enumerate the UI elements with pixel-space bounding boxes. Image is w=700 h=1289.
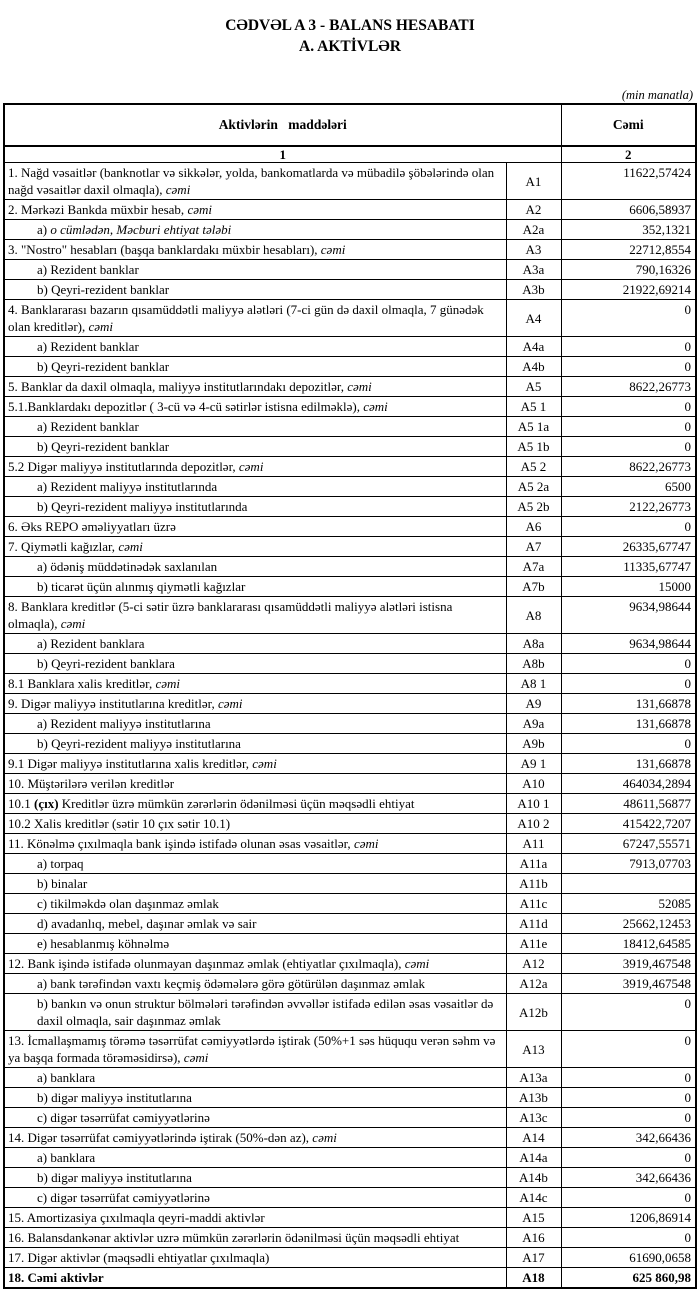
table-row: [4, 1248, 696, 1268]
item-code: A6: [506, 517, 561, 537]
label-segment: 3. "Nostro" hesabları (başqa banklardakı müxbir hesabları),: [8, 242, 321, 257]
item-label: [4, 163, 506, 200]
item-value: 2122,26773: [561, 497, 696, 517]
item-code: A4b: [506, 357, 561, 377]
item-code: A5 1a: [506, 417, 561, 437]
item-label: [4, 1148, 506, 1168]
item-code: A5 2: [506, 457, 561, 477]
label-segment: c) digər təsərrüfat cəmiyyətlərinə: [37, 1110, 210, 1125]
item-value: 8622,26773: [561, 377, 696, 397]
table-row: [4, 914, 696, 934]
item-code: A12b: [506, 994, 561, 1031]
table-row: [4, 834, 696, 854]
item-label: [4, 674, 506, 694]
item-value: 0: [561, 1108, 696, 1128]
label-segment: a) ödəniş müddətinədək saxlanılan: [37, 559, 218, 574]
table-row: [4, 1068, 696, 1088]
item-label: [4, 1268, 506, 1289]
item-value: 0: [561, 517, 696, 537]
item-code: A10 1: [506, 794, 561, 814]
table-row: [4, 634, 696, 654]
item-value: [561, 874, 696, 894]
item-code: A5 1b: [506, 437, 561, 457]
item-value: 0: [561, 1088, 696, 1108]
item-label: [4, 634, 506, 654]
label-segment: 10.2 Xalis kreditlər (sətir 10 çıx sətir 10.1): [8, 816, 231, 831]
item-value: 0: [561, 1188, 696, 1208]
item-code: A14: [506, 1128, 561, 1148]
table-row: [4, 1168, 696, 1188]
table-body: [4, 163, 696, 1289]
table-row: [4, 557, 696, 577]
label-segment: (çıx): [34, 796, 59, 811]
item-label: [4, 397, 506, 417]
label-segment: 12. Bank işində istifadə olunmayan daşınmaz əmlak (ehtiyatlar çıxılmaqla),: [8, 956, 405, 971]
item-code: A14a: [506, 1148, 561, 1168]
item-value: 0: [561, 1228, 696, 1248]
label-segment: cəmi: [217, 696, 243, 711]
label-segment: b) digər maliyyə institutlarına: [37, 1090, 192, 1105]
item-value: 0: [561, 1148, 696, 1168]
item-value: 790,16326: [561, 260, 696, 280]
table-row: [4, 1031, 696, 1068]
label-segment: a) Rezident banklar: [37, 339, 139, 354]
label-segment: a) Rezident banklar: [37, 262, 139, 277]
item-label: [4, 1068, 506, 1088]
item-value: 52085: [561, 894, 696, 914]
item-label: [4, 1208, 506, 1228]
label-segment: 18. Cəmi aktivlər: [8, 1270, 104, 1285]
item-label: [4, 1228, 506, 1248]
item-value: 0: [561, 357, 696, 377]
item-value: 11622,57424: [561, 163, 696, 200]
item-label: [4, 437, 506, 457]
item-label: [4, 1128, 506, 1148]
item-label: [4, 377, 506, 397]
item-code: A10: [506, 774, 561, 794]
label-segment: a): [37, 222, 51, 237]
item-code: A18: [506, 1268, 561, 1289]
item-code: A11e: [506, 934, 561, 954]
label-segment: b) Qeyri-rezident banklar: [37, 359, 170, 374]
item-label: [4, 814, 506, 834]
item-code: A2: [506, 200, 561, 220]
item-code: A11c: [506, 894, 561, 914]
item-code: A5 2a: [506, 477, 561, 497]
label-segment: 8.1 Banklara xalis kreditlər,: [8, 676, 156, 691]
label-segment: 16. Balansdankənar aktivlər uzrə mümkün zərərlərin ödənilməsi üçün məqsədli ehtiyat: [8, 1230, 460, 1245]
table-row: [4, 577, 696, 597]
item-value: 6606,58937: [561, 200, 696, 220]
table-row: [4, 894, 696, 914]
item-label: [4, 714, 506, 734]
item-label: [4, 497, 506, 517]
label-segment: cəmi: [252, 756, 277, 771]
item-label: [4, 1248, 506, 1268]
label-segment: c) tikilməkdə olan daşınmaz əmlak: [37, 896, 219, 911]
table-row: [4, 200, 696, 220]
label-segment: a) banklara: [37, 1150, 96, 1165]
header-total-label: Cəmi: [561, 104, 696, 146]
item-label: [4, 537, 506, 557]
item-code: A5 1: [506, 397, 561, 417]
table-row: [4, 954, 696, 974]
label-segment: cəmi: [363, 399, 388, 414]
item-value: 0: [561, 397, 696, 417]
item-value: 0: [561, 654, 696, 674]
item-value: 342,66436: [561, 1168, 696, 1188]
item-label: [4, 240, 506, 260]
table-row: [4, 163, 696, 200]
item-label: [4, 734, 506, 754]
label-segment: a) torpaq: [37, 856, 84, 871]
label-segment: c) digər təsərrüfat cəmiyyətlərinə: [37, 1190, 210, 1205]
table-row: [4, 1208, 696, 1228]
item-value: 0: [561, 1068, 696, 1088]
item-value: 131,66878: [561, 714, 696, 734]
table-row: [4, 437, 696, 457]
item-value: 464034,2894: [561, 774, 696, 794]
table-row: [4, 1108, 696, 1128]
item-code: A11a: [506, 854, 561, 874]
label-segment: e) hesablanmış köhnəlmə: [37, 936, 170, 951]
item-label: [4, 874, 506, 894]
label-segment: cəmi: [187, 202, 212, 217]
table-row: [4, 397, 696, 417]
item-label: [4, 1188, 506, 1208]
table-row: [4, 794, 696, 814]
item-value: 131,66878: [561, 694, 696, 714]
label-segment: 9. Digər maliyyə institutlarına kreditlər,: [8, 696, 218, 711]
item-value: 9634,98644: [561, 634, 696, 654]
item-label: [4, 597, 506, 634]
label-segment: 14. Digər təsərrüfat cəmiyyətlərində iştirak (50%-dən az),: [8, 1130, 313, 1145]
item-value: 11335,67747: [561, 557, 696, 577]
label-segment: 6. Əks REPO əməliyyatları üzrə: [8, 519, 176, 534]
item-code: A15: [506, 1208, 561, 1228]
label-segment: cəmi: [155, 676, 181, 691]
item-value: 0: [561, 417, 696, 437]
item-label: [4, 654, 506, 674]
label-segment: cəmi: [347, 379, 372, 394]
item-value: 18412,64585: [561, 934, 696, 954]
item-code: A10 2: [506, 814, 561, 834]
label-segment: a) bank tərəfindən vaxtı keçmiş ödəmələrə görə götürülən daşınmaz əmlak: [37, 976, 426, 991]
item-value: 625 860,98: [561, 1268, 696, 1289]
item-value: 0: [561, 734, 696, 754]
label-segment: cəmi: [353, 836, 379, 851]
item-label: [4, 337, 506, 357]
label-segment: b) Qeyri-rezident banklar: [37, 439, 170, 454]
item-code: A9: [506, 694, 561, 714]
item-value: 3919,467548: [561, 954, 696, 974]
item-label: [4, 280, 506, 300]
table-row: [4, 1088, 696, 1108]
item-value: 415422,7207: [561, 814, 696, 834]
table-row: [4, 517, 696, 537]
label-segment: 1. Nağd vəsaitlər (banknotlar və sikkələr, yolda, bankomatlarda və mübadilə şöbələrində olan nağd vəsaitlər daxil olmaqla),: [8, 165, 495, 197]
table-row: [4, 874, 696, 894]
label-segment: cəmi: [320, 242, 346, 257]
item-label: [4, 220, 506, 240]
label-segment: 17. Digər aktivlər (məqsədli ehtiyatlar çıxılmaqla): [8, 1250, 270, 1265]
page-title: [0, 0, 700, 57]
item-code: A8: [506, 597, 561, 634]
item-value: 1206,86914: [561, 1208, 696, 1228]
item-code: A3: [506, 240, 561, 260]
item-label: [4, 577, 506, 597]
table-row: [4, 934, 696, 954]
table-row: [4, 1228, 696, 1248]
label-segment: b) Qeyri-rezident banklar: [37, 282, 170, 297]
item-value: 0: [561, 337, 696, 357]
table-row: [4, 854, 696, 874]
label-segment: 11. Könəlmə çıxılmaqla bank işində istifadə olunan əsas vəsaitlər,: [8, 836, 354, 851]
item-label: [4, 1088, 506, 1108]
item-label: [4, 457, 506, 477]
item-code: A11b: [506, 874, 561, 894]
item-label: [4, 417, 506, 437]
table-row: [4, 654, 696, 674]
label-segment: 5.1.Banklardakı depozitlər ( 3-cü və 4-cü sətirlər istisna edilməklə),: [8, 399, 364, 414]
table-row: [4, 754, 696, 774]
item-code: A8a: [506, 634, 561, 654]
label-segment: o cümlədən, Məcburi ehtiyat tələbi: [50, 222, 232, 237]
item-code: A13b: [506, 1088, 561, 1108]
item-label: [4, 754, 506, 774]
table-row: [4, 357, 696, 377]
item-code: A16: [506, 1228, 561, 1248]
label-segment: 5. Banklar da daxil olmaqla, maliyyə institutlarındakı depozitlər,: [8, 379, 348, 394]
item-code: A9b: [506, 734, 561, 754]
table-row: [4, 417, 696, 437]
label-segment: b) binalar: [37, 876, 88, 891]
header-total-col-num: 2: [561, 146, 696, 163]
label-segment: cəmi: [165, 182, 191, 197]
label-segment: 2. Mərkəzi Bankda müxbir hesab,: [8, 202, 188, 217]
table-row: [4, 994, 696, 1031]
item-label: [4, 694, 506, 714]
table-row: [4, 734, 696, 754]
item-code: A5 2b: [506, 497, 561, 517]
item-value: 0: [561, 994, 696, 1031]
item-code: A17: [506, 1248, 561, 1268]
table-header: [4, 104, 696, 163]
item-value: 0: [561, 674, 696, 694]
label-segment: cəmi: [238, 459, 264, 474]
table-row: [4, 774, 696, 794]
label-segment: b) bankın və onun struktur bölmələri tərəfindən əvvəllər istifadə edilən əsas vəsaitlər də daxil olmaqla, sair daşınmaz əmlak: [37, 996, 494, 1028]
label-segment: d) avadanlıq, mebel, daşınar əmlak və sair: [37, 916, 257, 931]
item-code: A3a: [506, 260, 561, 280]
table-row: [4, 497, 696, 517]
label-segment: 13. İcmallaşmamış törəmə təsərrüfat cəmiyyətlərdə iştirak (50%+1 səs hüququ verən səhm və ya başqa formada törəməsidirsə),: [8, 1033, 496, 1065]
table-row: [4, 1128, 696, 1148]
table-row: [4, 457, 696, 477]
item-code: A12a: [506, 974, 561, 994]
table-row: [4, 377, 696, 397]
item-code: A7b: [506, 577, 561, 597]
item-value: 26335,67747: [561, 537, 696, 557]
balance-table: [3, 103, 697, 1289]
item-value: 7913,07703: [561, 854, 696, 874]
label-segment: b) Qeyri-rezident maliyyə institutlarına: [37, 736, 241, 751]
item-value: 342,66436: [561, 1128, 696, 1148]
item-code: A13: [506, 1031, 561, 1068]
item-code: A13a: [506, 1068, 561, 1088]
label-segment: cəmi: [404, 956, 430, 971]
item-value: 21922,69214: [561, 280, 696, 300]
item-value: 3919,467548: [561, 974, 696, 994]
item-label: [4, 1168, 506, 1188]
label-segment: b) Qeyri-rezident banklara: [37, 656, 175, 671]
item-label: [4, 260, 506, 280]
item-code: A14b: [506, 1168, 561, 1188]
label-segment: 5.2 Digər maliyyə institutlarında depozitlər,: [8, 459, 239, 474]
item-label: [4, 300, 506, 337]
label-segment: b) ticarət üçün alınmış qiymətli kağızlar: [37, 579, 246, 594]
item-label: [4, 557, 506, 577]
item-label: [4, 200, 506, 220]
item-value: 22712,8554: [561, 240, 696, 260]
item-code: A5: [506, 377, 561, 397]
label-segment: 10. Müştərilərə verilən kreditlər: [8, 776, 175, 791]
label-segment: cəmi: [60, 616, 86, 631]
item-value: 61690,0658: [561, 1248, 696, 1268]
table-row: [4, 300, 696, 337]
item-label: [4, 994, 506, 1031]
label-segment: 4. Banklararası bazarın qısamüddətli maliyyə alətləri (7-ci gün də daxil olmaqla, 7 günədək olan kreditlər),: [8, 302, 484, 334]
item-value: 67247,55571: [561, 834, 696, 854]
item-value: 8622,26773: [561, 457, 696, 477]
item-label: [4, 834, 506, 854]
item-code: A4: [506, 300, 561, 337]
item-label: [4, 1108, 506, 1128]
item-code: A9a: [506, 714, 561, 734]
table-row: [4, 1148, 696, 1168]
item-value: 48611,56877: [561, 794, 696, 814]
item-code: A13c: [506, 1108, 561, 1128]
table-row: [4, 477, 696, 497]
label-segment: b) digər maliyyə institutlarına: [37, 1170, 192, 1185]
page-title-line2: A. AKTİVLƏR: [299, 38, 401, 55]
table-row: [4, 814, 696, 834]
label-segment: 15. Amortizasiya çıxılmaqla qeyri-maddi aktivlər: [8, 1210, 265, 1225]
label-segment: cəmi: [118, 539, 143, 554]
label-segment: a) Rezident banklara: [37, 636, 145, 651]
item-code: A14c: [506, 1188, 561, 1208]
header-items-col-num: 1: [4, 146, 561, 163]
table-row: [4, 220, 696, 240]
item-code: A8b: [506, 654, 561, 674]
item-value: 0: [561, 300, 696, 337]
item-value: 131,66878: [561, 754, 696, 774]
item-code: A8 1: [506, 674, 561, 694]
item-value: 9634,98644: [561, 597, 696, 634]
item-code: A9 1: [506, 754, 561, 774]
item-code: A1: [506, 163, 561, 200]
item-value: 0: [561, 1031, 696, 1068]
label-segment: a) Rezident maliyyə institutlarına: [37, 716, 211, 731]
label-segment: cəmi: [183, 1050, 209, 1065]
item-value: 15000: [561, 577, 696, 597]
label-segment: cəmi: [88, 319, 114, 334]
item-label: [4, 854, 506, 874]
item-label: [4, 794, 506, 814]
label-segment: b) Qeyri-rezident maliyyə institutlarında: [37, 499, 248, 514]
unit-note: (min manatla): [621, 88, 693, 102]
item-label: [4, 894, 506, 914]
table-row: [4, 1268, 696, 1289]
label-segment: 8. Banklara kreditlər (5-ci sətir üzrə banklararası qısamüddətli maliyyə alətləri istisna olmaqla),: [8, 599, 453, 631]
table-row: [4, 597, 696, 634]
page-title-line1: CƏDVƏL A 3 - BALANS HESABATI: [225, 17, 475, 34]
label-segment: cəmi: [312, 1130, 337, 1145]
table-row: [4, 260, 696, 280]
label-segment: 7. Qiymətli kağızlar,: [8, 539, 119, 554]
table-row: [4, 537, 696, 557]
item-code: A7: [506, 537, 561, 557]
table-row: [4, 694, 696, 714]
item-label: [4, 974, 506, 994]
header-items-label: Aktivlərin maddələri: [4, 104, 561, 146]
item-label: [4, 774, 506, 794]
table-row: [4, 280, 696, 300]
label-segment: a) banklara: [37, 1070, 96, 1085]
item-label: [4, 934, 506, 954]
item-label: [4, 357, 506, 377]
item-code: A3b: [506, 280, 561, 300]
item-value: 0: [561, 437, 696, 457]
item-code: A7a: [506, 557, 561, 577]
item-code: A12: [506, 954, 561, 974]
table-row: [4, 974, 696, 994]
table-row: [4, 714, 696, 734]
item-value: 6500: [561, 477, 696, 497]
item-code: A4a: [506, 337, 561, 357]
table-row: [4, 240, 696, 260]
label-segment: 9.1 Digər maliyyə institutlarına xalis kreditlər,: [8, 756, 253, 771]
item-value: 352,1321: [561, 220, 696, 240]
item-label: [4, 1031, 506, 1068]
item-code: A11: [506, 834, 561, 854]
table-row: [4, 337, 696, 357]
label-segment: Kreditlər üzrə mümkün zərərlərin ödənilməsi üçün məqsədli ehtiyat: [58, 796, 415, 811]
item-value: 25662,12453: [561, 914, 696, 934]
item-code: A2a: [506, 220, 561, 240]
item-label: [4, 914, 506, 934]
item-label: [4, 517, 506, 537]
label-segment: 10.1: [8, 796, 34, 811]
item-label: [4, 477, 506, 497]
item-label: [4, 954, 506, 974]
header-row-numbers: [4, 146, 696, 163]
table-row: [4, 674, 696, 694]
item-code: A11d: [506, 914, 561, 934]
label-segment: a) Rezident maliyyə institutlarında: [37, 479, 218, 494]
label-segment: a) Rezident banklar: [37, 419, 139, 434]
table-row: [4, 1188, 696, 1208]
header-row-labels: [4, 104, 696, 146]
